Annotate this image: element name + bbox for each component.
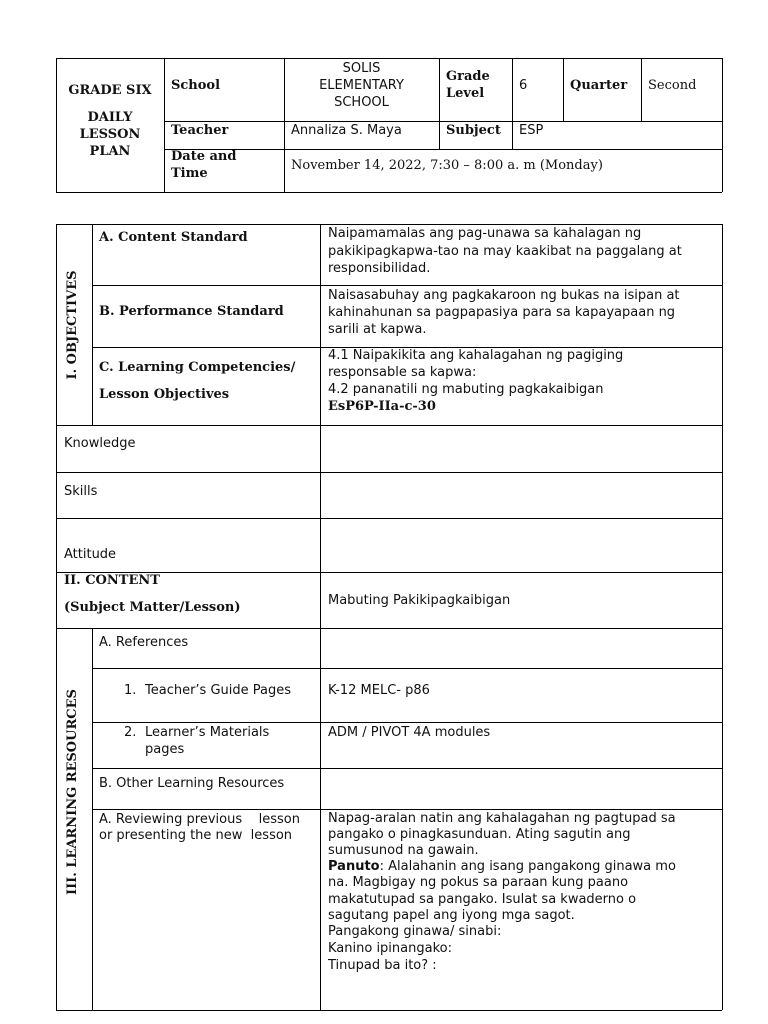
- date-label-line2: Time: [171, 166, 208, 181]
- date-value: November 14, 2022, 7:30 – 8:00 a. m (Monday): [291, 158, 603, 173]
- plan-label-line2: LESSON: [79, 127, 141, 142]
- skills-label: Skills: [64, 484, 98, 499]
- competencies-line1: 4.1 Naipakikita ang kahalagahan ng pagiging: [328, 348, 624, 363]
- quarter-value: Second: [648, 78, 697, 93]
- school-value-line3: SCHOOL: [334, 95, 389, 110]
- school-value-line2: ELEMENTARY: [319, 78, 404, 93]
- panuto-line4: sagutang papel ang iyong mga sagot.: [328, 908, 575, 923]
- panuto-line1: [328, 858, 676, 875]
- attitude-label: Attitude: [64, 547, 117, 562]
- teacher-value: Annaliza S. Maya: [291, 123, 402, 138]
- grade-six-label: GRADE SIX: [68, 83, 152, 98]
- lm-label-line1: Learner’s Materials: [145, 725, 270, 740]
- plan-label-line3: PLAN: [89, 144, 131, 159]
- performance-standard-line2: kahinahunan sa pagpapasiya para sa kapayapaan ng: [328, 305, 676, 320]
- prompt-to-whom: Kanino ipinangako:: [328, 941, 452, 956]
- plan-label-line1: DAILY: [87, 110, 133, 125]
- grade-level-label-line1: Grade: [446, 69, 490, 84]
- competencies-code: EsP6P-IIa-c-30: [328, 399, 436, 414]
- competencies-label-line1: C. Learning Competencies/: [99, 360, 296, 375]
- content-standard-line1: Naipamamalas ang pag-unawa sa kahalagan ng: [328, 226, 642, 241]
- panuto-label: Panuto: [328, 859, 380, 874]
- lm-number: 2.: [124, 725, 137, 740]
- other-resources-label: B. Other Learning Resources: [99, 776, 285, 791]
- competencies-line2: responsable sa kapwa:: [328, 365, 477, 380]
- content-sublabel: (Subject Matter/Lesson): [64, 600, 241, 615]
- lm-value: ADM / PIVOT 4A modules: [328, 725, 491, 740]
- tg-label: Teacher’s Guide Pages: [145, 683, 292, 698]
- tg-value: K-12 MELC- p86: [328, 683, 430, 698]
- tg-number: 1.: [124, 683, 137, 698]
- objectives-side-label: I. OBJECTIVES: [65, 270, 80, 380]
- performance-standard-label: B. Performance Standard: [99, 304, 284, 319]
- lm-label-line2: pages: [145, 742, 185, 757]
- panuto-line3: makatutupad sa pangako. Isulat sa kwaderno o: [328, 892, 637, 907]
- competencies-line3: 4.2 pananatili ng mabuting pagkakaibigan: [328, 382, 604, 397]
- content-label: II. CONTENT: [64, 573, 160, 588]
- knowledge-label: Knowledge: [64, 436, 136, 451]
- performance-standard-line1: Naisasabuhay ang pagkakaroon ng bukas na isipan at: [328, 288, 680, 303]
- content-standard-line2: pakikipagkapwa-tao na may kaakibat na paggalang at: [328, 244, 682, 259]
- grade-level-label-line2: Level: [446, 86, 485, 101]
- review-line3: sumusunod na gawain.: [328, 843, 479, 858]
- review-label-line1: A. Reviewing previous lesson: [99, 812, 301, 827]
- panuto-text: : Alalahanin ang isang pangakong ginawa mo: [379, 859, 676, 874]
- school-label: School: [171, 78, 221, 93]
- quarter-label: Quarter: [570, 78, 628, 93]
- content-standard-label: A. Content Standard: [99, 230, 248, 245]
- panuto-line2: na. Magbigay ng pokus sa paraan kung paano: [328, 875, 629, 890]
- competencies-label-line2: Lesson Objectives: [99, 387, 230, 402]
- prompt-fulfilled: Tinupad ba ito? :: [328, 958, 437, 973]
- review-line1: Napag-aralan natin ang kahalagahan ng pagtupad sa: [328, 811, 676, 826]
- resources-side-label: III. LEARNING RESOURCES: [65, 689, 80, 895]
- content-standard-line3: responsibilidad.: [328, 261, 431, 276]
- prompt-promise: Pangakong ginawa/ sinabi:: [328, 924, 502, 939]
- grade-level-value: 6: [519, 78, 528, 93]
- date-label-line1: Date and: [171, 149, 237, 164]
- content-value: Mabuting Pakikipagkaibigan: [328, 593, 511, 608]
- performance-standard-line3: sarili at kapwa.: [328, 322, 427, 337]
- teacher-label: Teacher: [171, 123, 229, 138]
- school-value-line1: SOLIS: [342, 61, 381, 76]
- references-label: A. References: [99, 635, 189, 650]
- review-label-line2: or presenting the new lesson: [99, 828, 293, 843]
- subject-label: Subject: [446, 123, 501, 138]
- subject-value: ESP: [519, 123, 544, 138]
- review-line2: pangako o pinagkasunduan. Ating sagutin ang: [328, 827, 631, 842]
